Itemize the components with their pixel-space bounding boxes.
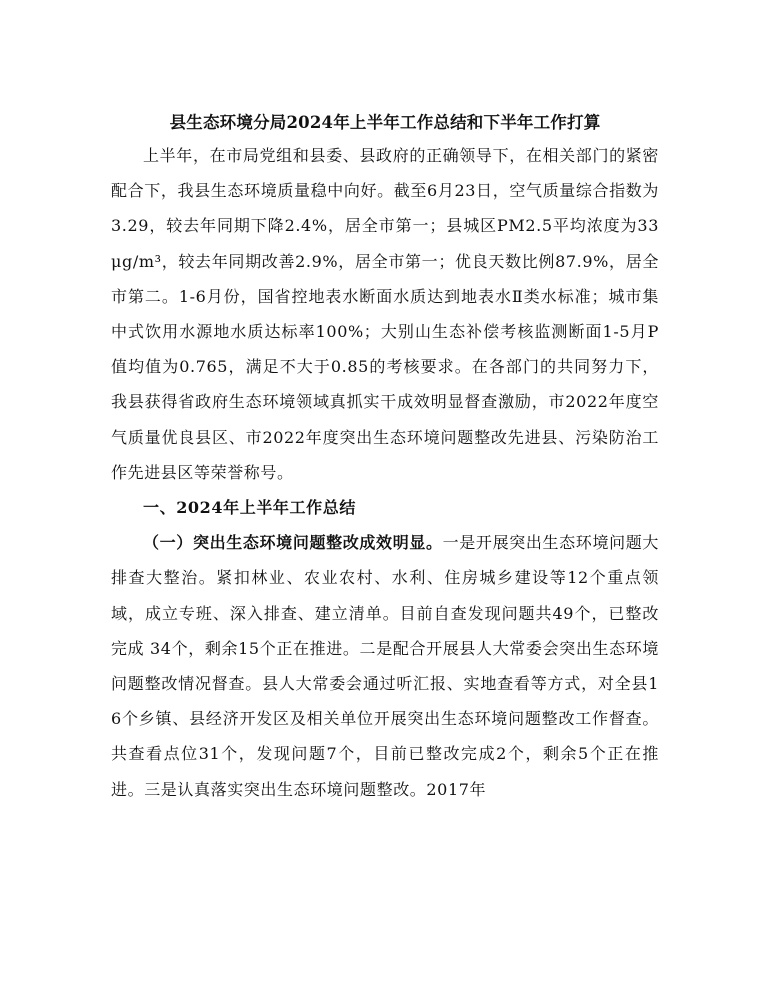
subsection-body-text: 一是开展突出生态环境问题大排查大整治。紧扣林业、农业农村、水利、住房城乡建设等12个重点领域，成立专班、深入排查、建立清单。目前自查发现问题共49个，已整改完成 34个，剩余15个正在推进。二是配合开展县人大常委会突出生态环境问题整改情况督查。县人大常委会通过听汇报、实地查看等方式，对全县16个乡镇、县经济开发区及相关单位开展突出生态环境问题整改工作督查。共查看点位31个，发现问题7个，目前已整改完成2个，剩余5个正在推进。三是认真落实突出生态环境问题整改。2017年 [111,533,659,799]
document-title: 县生态环境分局2024年上半年工作总结和下半年工作打算 [169,113,601,132]
subsection-lead-heading: （一）突出生态环境问题整改成效明显。 [143,533,443,553]
intro-paragraph: 上半年，在市局党组和县委、县政府的正确领导下，在相关部门的紧密配合下，我县生态环境质量稳中向好。截至6月23日，空气质量综合指数为3.29，较去年同期下降2.4%，居全市第一；县城区PM2.5平均浓度为33μg/m³，较去年同期改善2.9%，居全市第一；优良天数比例87.9%，居全市第二。1-6月份，国省控地表水断面水质达到地表水Ⅱ类水标准；城市集中式饮用水源地水质达标率100%；大别山生态补偿考核监测断面1-5月P值均值为0.765，满足不大于0.85的考核要求。在各部门的共同努力下，我县获得省政府生态环境领域真抓实干成效明显督查激励，市2022年度空气质量优良县区、市2022年度突出生态环境问题整改先进县、污染防治工作先进县区等荣誉称号。 [111,146,659,482]
document-page [111,108,659,807]
section-heading-first-half-summary: 一、2024年上半年工作总结 [143,498,356,518]
subsection-paragraph-rectification [111,525,659,807]
